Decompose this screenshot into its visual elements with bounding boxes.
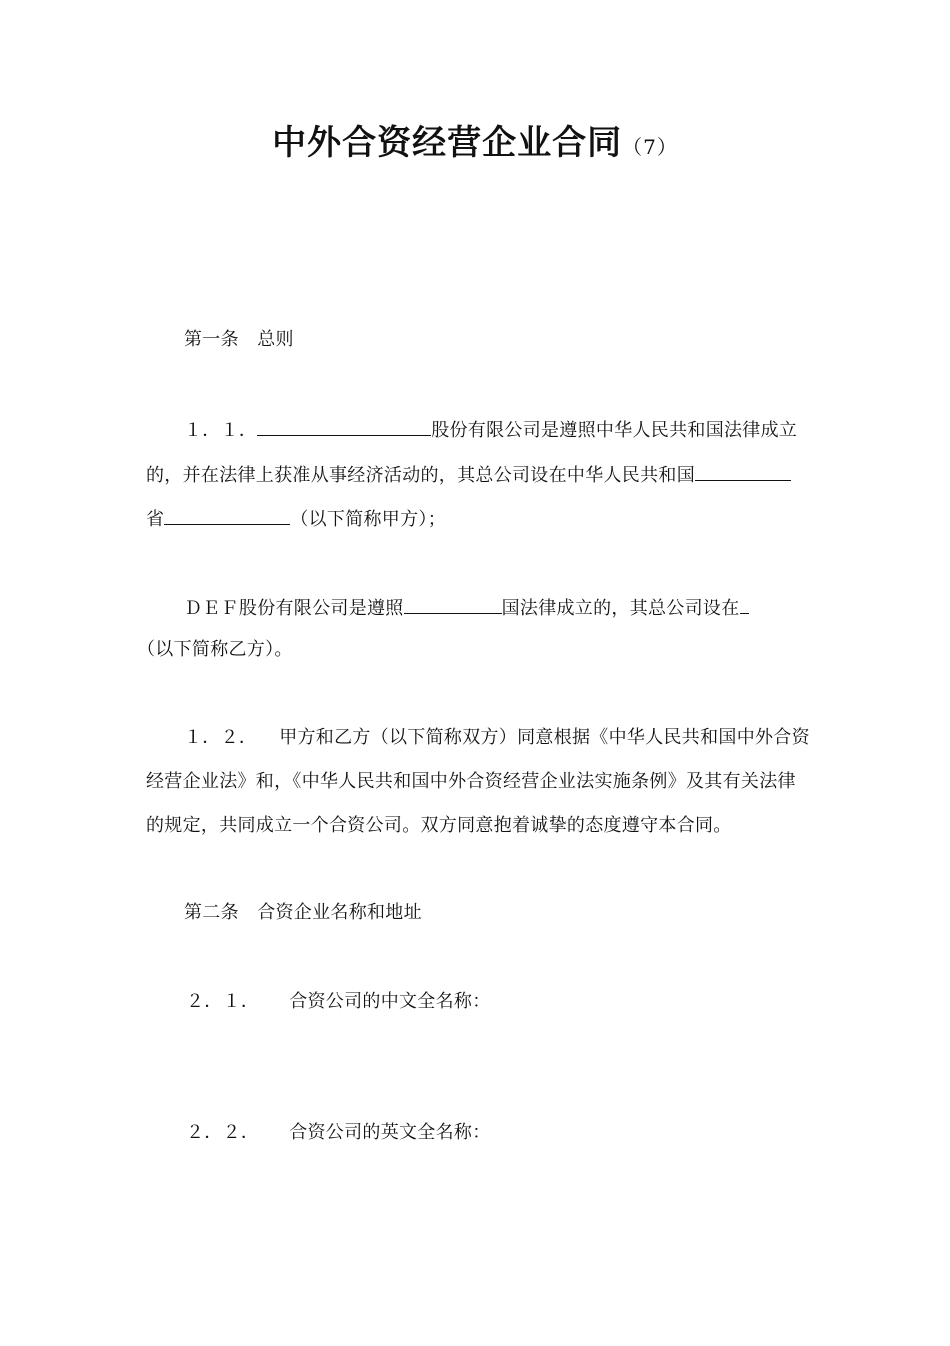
city-blank[interactable] [164, 506, 290, 525]
clause-1-2-line-1 [184, 726, 810, 750]
clause-1-2-text-a: 甲方和乙方（以下简称双方）同意根据《中华人民共和国中外合资 [279, 727, 810, 748]
clause-1-2-number: １．２． [184, 727, 258, 748]
article-2-heading: 第二条 合资企业名称和地址 [184, 902, 422, 923]
clause-2-1-number: ２．１． [186, 991, 260, 1012]
def-line-1 [184, 595, 749, 621]
clause-2-1-text: 合资公司的中文全名称： [289, 991, 491, 1012]
location-blank[interactable] [740, 595, 749, 614]
clause-1-1-text-a: 股份有限公司是遵照中华人民共和国法律成立 [431, 420, 798, 441]
company-name-blank[interactable] [257, 417, 431, 436]
def-line-2: （以下简称乙方）。 [137, 639, 293, 660]
def-text-a: ＤＥＦ股份有限公司是遵照 [184, 598, 404, 619]
clause-1-1-line-3 [146, 506, 446, 532]
clause-1-1-text-d: （以下简称甲方）； [290, 509, 447, 530]
clause-1-2-line-2: 经营企业法》和，《中华人民共和国中外合资经营企业法实施条例》及其有关法律 [146, 771, 796, 792]
province-blank[interactable] [695, 462, 791, 481]
clause-2-1 [186, 990, 491, 1014]
article-1-heading: 第一条 总则 [184, 329, 294, 350]
clause-1-1-text-b: 的，并在法律上获准从事经济活动的，其总公司设在中华人民共和国 [146, 465, 695, 486]
clause-1-1-number: １．１． [184, 420, 258, 441]
clause-1-1-line-2 [146, 462, 791, 488]
title-number: （7） [622, 135, 678, 159]
clause-1-2-line-3: 的规定，共同成立一个合资公司。双方同意抱着诚挚的态度遵守本合同。 [146, 815, 732, 836]
clause-2-2 [186, 1121, 491, 1145]
clause-1-1-line-1 [184, 417, 797, 443]
clause-1-1-text-c: 省 [146, 509, 165, 530]
clause-2-2-text: 合资公司的英文全名称： [289, 1122, 491, 1143]
clause-2-2-number: ２．２． [186, 1122, 260, 1143]
country-blank[interactable] [404, 595, 502, 614]
def-text-b: 国法律成立的，其总公司设在 [501, 598, 740, 619]
document-title [0, 115, 950, 164]
title-main: 中外合资经营企业合同 [272, 123, 623, 163]
